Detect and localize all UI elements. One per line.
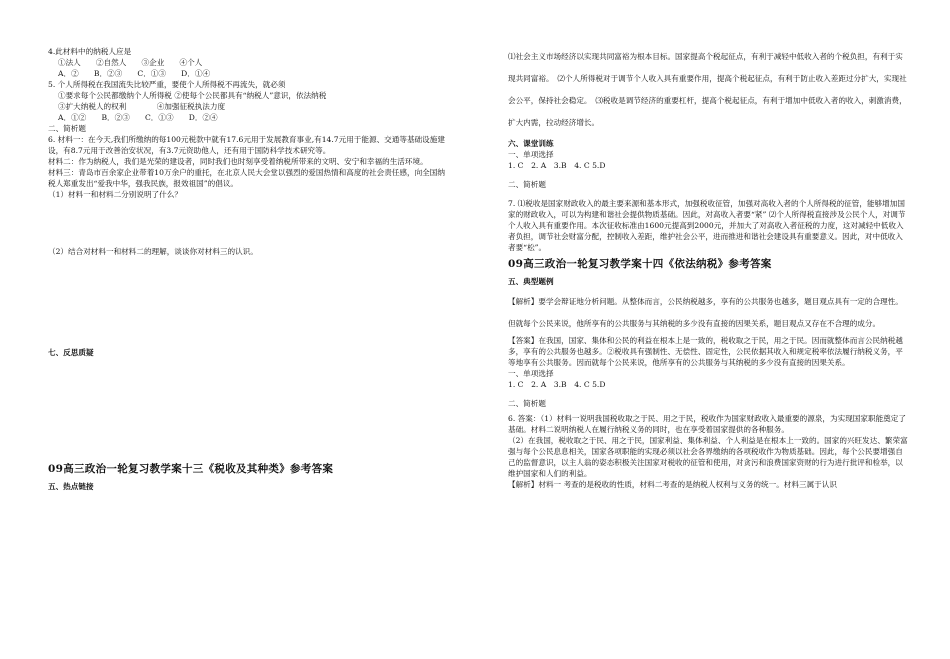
question-7-answer: 7. ⑴税收是国家财政收入的最主要来源和基本形式，加强税收征管，加强对高收入者的个人所得税的征管，能够增加国家的财政收入，可以为构建和谐社会提供物质基础。因此，对高收入者要“紧” ⑵个人所得税直接涉及公民个人，对调节个人收入具有重要作用。本次征收标准由1600元提高到2000元，并加大了对高收入者征税的力度，这对减轻中低收入者负担，调节社会财富分配，控制收入差距，维护社会公平，进而推进和谐社会建设具有重要意义。因此，对中低收入者要“松”。 [508, 199, 906, 253]
tax-threshold-paragraph: ⑴社会主义市场经济以实现共同富裕为根本目标。国家提高个税起征点，有利于减轻中低收入者的个税负担，有利于实现共同富裕。 ⑵个人所得税对于调节个人收入具有重要作用，提高个税起征点，有利于防止收入差距过分扩大，实现社会公平，保持社会稳定。 ⑶税收是调节经济的重要杠杆，提高个税起征点，有利于增加中低收入者的收入，刺激消费，扩大内需，拉动经济增长。 [508, 52, 907, 128]
question-6-material-2: 材料二：作为纳税人，我们是光荣的建设者，同时我们也时刻享受着纳税所带来的文明、安宁和幸福的生活环境。 [48, 157, 428, 166]
analysis-paragraph-1: 【解析】要学会辩证地分析问题。从整体而言，公民纳税越多，享有的公共服务也越多，题目观点具有一定的合理性。但就每个公民来说，他所享有的公共服务与其纳税的多少没有直接的因果关系，题目观点又存在不合理的成分。 [508, 297, 903, 329]
section-heading-reflection: 七、反思质疑 [48, 348, 94, 357]
analysis-label-2: 二、简析题 [508, 399, 546, 409]
question-4: 4.此材料中的纳税人应是 [48, 47, 132, 56]
question-5-items-2: ③扩大纳税人的权利 ④加强征税执法力度 [58, 102, 226, 111]
analysis-label-1: 二、简析题 [508, 180, 546, 190]
question-5-items-1: ①要求每个公民都缴纳个人所得税 ②使每个公民都具有“纳税人”意识，依法纳税 [58, 91, 327, 100]
answer-title-lesson-14: 09高三政治一轮复习教学案十四《依法纳税》参考答案 [508, 258, 772, 271]
question-6-material-1: 6. 材料一：在今天,我们所缴纳的每100元税款中就有17.6元用于发展教育事业,有14.7元用于能源、交通等基础设施建设，有8.7元用于改善治安状况，有3.7元资助他人，还有用于国防科学技术研究等。 [48, 135, 445, 155]
answer-title-lesson-13: 09高三政治一轮复习教学案十三《税收及其种类》参考答案 [48, 463, 334, 475]
question-6-answer-2: （2）在我国，税收取之于民、用之于民，国家利益、集体利益、个人利益是在根本上一致的。国家的兴旺发达、繁荣富强与每个公民息息相关，国家各项职能的实现必须以社会各界缴纳的各项税收作为物质基础。因此，每个公民要增强自己的监督意识，以主人翁的姿态积极关注国家对税收的征管和使用，对贪污和浪费国家资财的行为进行批评和检举，以维护国家和人们的利益。 [508, 436, 908, 479]
analysis-paragraph-2: 【解析】材料一 考查的是税收的性质，材料二考查的是纳税人权利与义务的统一。材料三属于认识 [508, 480, 837, 490]
mc-answers-1: 1. C 2. A 3.B 4. C 5.D [508, 161, 606, 171]
question-6-answer-1: 6. 答案：（1）材料一说明我国税收取之于民、用之于民，税收作为国家财政收入最重要的源泉，为实现国家职能奠定了基础。材料二说明纳税人在履行纳税义务的同时，也在享受着国家提供的各种服务。 [508, 414, 906, 435]
question-6-material-3: 材料三：青岛市百余家企业带着10万余户的重托，在北京人民大会堂以强烈的爱国热情和高度的社会责任感，向全国纳税人郑重发出“爱我中华，强我民族，报效祖国”的倡议。 [48, 168, 445, 188]
mc-label-2: 一、单项选择 [508, 369, 554, 379]
question-6-sub-2: （2）结合对材料一和材料二的理解，谈谈你对材料三的认识。 [48, 247, 258, 256]
mc-answers-2: 1. C 2. A 3.B 4. C 5.D [508, 380, 606, 390]
right-column [508, 46, 908, 490]
section-heading-analysis: 二、简析题 [48, 124, 86, 133]
question-6-sub-1: （1）材料一和材料二分别说明了什么？ [48, 190, 182, 199]
section-heading-typical-examples: 五、典型题例 [508, 277, 554, 287]
answer-paragraph-1: 【答案】在我国，国家、集体和公民的利益在根本上是一致的，税收取之于民，用之于民。因而就整体而言公民纳税越多，享有的公共服务也越多。②税收具有强制性、无偿性、固定性，公民依据其收入和规定税率依法履行纳税义务，平等地享有公共服务。因而就每个公民来说，他所享有的公共服务与其纳税的多少没有直接的因果关系。 [508, 336, 903, 368]
question-5: 5. 个人所得税在我国流失比较严重，要使个人所得税不再流失，就必须 [48, 80, 286, 89]
left-column [48, 46, 452, 492]
section-heading-classroom-training: 六、课堂训练 [508, 139, 554, 149]
question-4-items: ①法人 ②自然人 ③企业 ④个人 [58, 58, 203, 67]
section-heading-hot-topics: 五、热点链接 [48, 482, 94, 492]
question-5-options: A．①② B．②③ C．①③ D．②④ [58, 113, 218, 122]
mc-label-1: 一、单项选择 [508, 150, 554, 160]
question-4-options: A．② B．②③ C．①③ D．①④ [58, 69, 211, 78]
